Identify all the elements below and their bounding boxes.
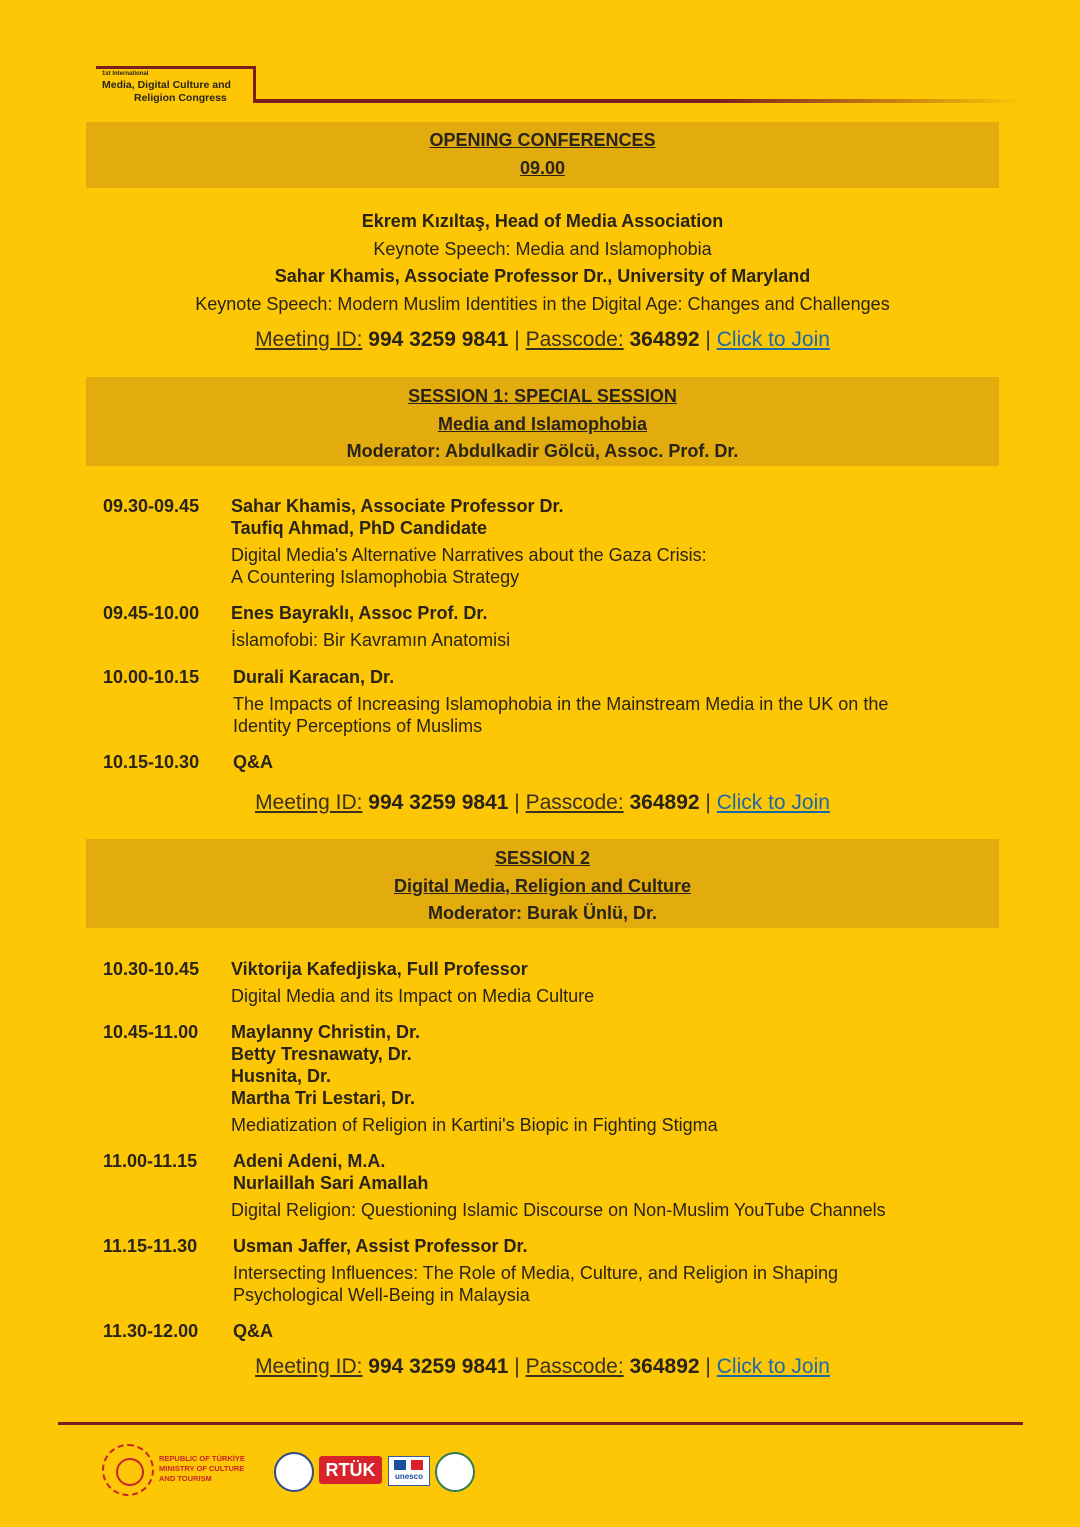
row-talk: The Impacts of Increasing Islamophobia in the Mainstream Media in the UK on the Identity Perceptions of Muslims [233,694,889,736]
meeting-id-value: 994 3259 9841 [368,1355,509,1378]
header-divider [253,99,1023,103]
row-time: 10.00-10.15 [103,667,200,687]
row-time: 09.45-10.00 [103,603,200,623]
opening-title: OPENING CONFERENCES [429,130,656,150]
meeting-info [86,328,999,352]
session2-title: SESSION 2 [494,848,591,868]
separator: | [705,791,711,814]
ministry-text: REPUBLIC OF TÜRKİYE MINISTRY OF CULTURE AND TOURISM [159,1454,245,1483]
row-talk: Intersecting Influences: The Role of Media, Culture, and Religion in Shaping Psychological Well-Being in Malaysia [233,1263,839,1305]
keynote-block [86,208,999,318]
ministry-seal-icon [102,1444,154,1496]
session1-moderator: Moderator: Abdulkadir Gölcü, Assoc. Prof. Dr. [346,441,739,461]
logo-line-2: Religion Congress [134,92,227,104]
meeting-id-label: Meeting ID: [255,791,363,814]
row-talk: Digital Media's Alternative Narratives about the Gaza Crisis: A Countering Islamophobia Strategy [231,545,707,587]
association-logo-icon [435,1452,475,1492]
row-time: 09.30-09.45 [103,496,200,516]
row-speaker: Nurlaillah Sari Amallah [233,1173,429,1193]
passcode-value: 364892 [629,791,700,814]
row-speaker: Adeni Adeni, M.A. [233,1151,386,1171]
row-speaker: Durali Karacan, Dr. [233,667,395,687]
row-talk: Digital Media and its Impact on Media Culture [231,986,595,1006]
passcode-label: Passcode: [525,1355,624,1378]
meeting-id-label: Meeting ID: [255,328,363,351]
session2-banner [86,839,999,928]
row-speaker: Maylanny Christin, Dr. [231,1022,421,1042]
click-to-join-link[interactable]: Click to Join [716,328,830,351]
separator: | [705,328,711,351]
row-speaker: Q&A [233,1321,273,1341]
meeting-id-value: 994 3259 9841 [368,791,509,814]
keynote-speaker-2: Sahar Khamis, Associate Professor Dr., University of Maryland [274,266,811,286]
keynote-talk-2: Keynote Speech: Modern Muslim Identities in the Digital Age: Changes and Challenges [195,293,890,314]
separator: | [514,328,520,351]
session1-banner [86,377,999,466]
university-logo-icon [274,1452,314,1492]
passcode-value: 364892 [629,328,700,351]
meeting-id-label: Meeting ID: [255,1355,363,1378]
row-time: 11.00-11.15 [103,1151,198,1171]
click-to-join-link[interactable]: Click to Join [716,1355,830,1378]
passcode-value: 364892 [629,1355,700,1378]
keynote-talk-1: Keynote Speech: Media and Islamophobia [373,238,712,259]
session2-subtitle: Digital Media, Religion and Culture [393,875,692,896]
session1-subtitle: Media and Islamophobia [437,413,648,434]
footer-divider [58,1422,1023,1425]
row-speaker: Husnita, Dr. [231,1066,332,1086]
congress-logo [96,66,256,102]
row-talk: Digital Religion: Questioning Islamic Discourse on Non-Muslim YouTube Channels [231,1200,886,1220]
logo-small-text: 1st International [102,71,149,77]
sponsor-logos [102,1442,502,1502]
row-speaker: Betty Tresnawaty, Dr. [231,1044,412,1064]
row-time: 10.15-10.30 [103,752,200,772]
row-speaker: Sahar Khamis, Associate Professor Dr. [231,496,564,516]
separator: | [514,1355,520,1378]
row-time: 10.45-11.00 [103,1022,199,1042]
row-speaker: Taufiq Ahmad, PhD Candidate [231,518,488,538]
opening-banner [86,122,999,188]
rtuk-logo: RTÜK [319,1456,382,1484]
row-speaker: Enes Bayraklı, Assoc Prof. Dr. [231,603,488,623]
passcode-label: Passcode: [525,791,624,814]
row-time: 11.15-11.30 [103,1236,198,1256]
row-talk: İslamofobi: Bir Kavramın Anatomisi [231,630,511,650]
meeting-id-value: 994 3259 9841 [368,328,509,351]
row-speaker: Usman Jaffer, Assist Professor Dr. [233,1236,528,1256]
meeting-info [86,791,999,815]
row-time: 10.30-10.45 [103,959,200,979]
row-time: 11.30-12.00 [103,1321,199,1341]
row-speaker: Viktorija Kafedjiska, Full Professor [231,959,528,979]
congress-header [96,66,1026,108]
passcode-label: Passcode: [525,328,624,351]
unesco-logo: unesco [388,1456,430,1486]
logo-line-1: Media, Digital Culture and [102,79,231,91]
row-speaker: Q&A [233,752,273,772]
keynote-speaker-1: Ekrem Kızıltaş, Head of Media Association [361,211,724,231]
separator: | [705,1355,711,1378]
session1-title: SESSION 1: SPECIAL SESSION [408,386,677,406]
row-talk: Mediatization of Religion in Kartini's Biopic in Fighting Stigma [231,1115,718,1135]
opening-time: 09.00 [519,157,566,178]
session2-moderator: Moderator: Burak Ünlü, Dr. [427,903,658,923]
meeting-info [86,1355,999,1379]
click-to-join-link[interactable]: Click to Join [716,791,830,814]
row-speaker: Martha Tri Lestari, Dr. [231,1088,416,1108]
separator: | [514,791,520,814]
